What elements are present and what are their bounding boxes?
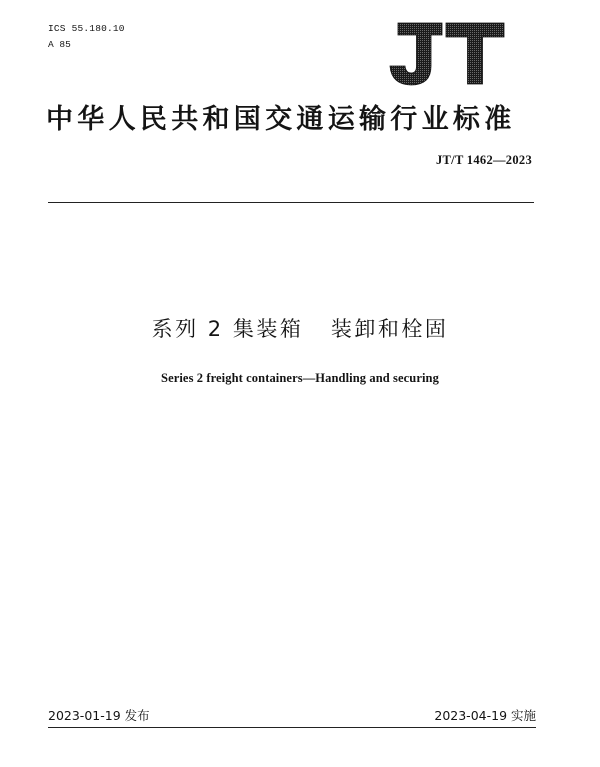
logo-letter-j xyxy=(390,23,442,85)
implementation-date: 2023-04-19 实施 xyxy=(434,708,536,723)
footer-divider xyxy=(48,727,536,728)
standard-code: JT/T 1462—2023 xyxy=(436,153,532,167)
jt-logo xyxy=(384,20,508,86)
issue-date: 2023-01-19 发布 xyxy=(48,708,150,723)
issuing-category: 中华人民共和国交通运输行业标准 xyxy=(46,104,516,135)
header-divider xyxy=(48,202,534,203)
ccs-number: A 85 xyxy=(48,39,71,50)
logo-letter-t xyxy=(446,23,504,84)
ics-number: ICS 55.180.10 xyxy=(48,23,125,34)
title-english: Series 2 freight containers—Handling and securing xyxy=(161,371,439,385)
title-chinese: 系列 2 集装箱 装卸和栓固 xyxy=(151,317,449,341)
